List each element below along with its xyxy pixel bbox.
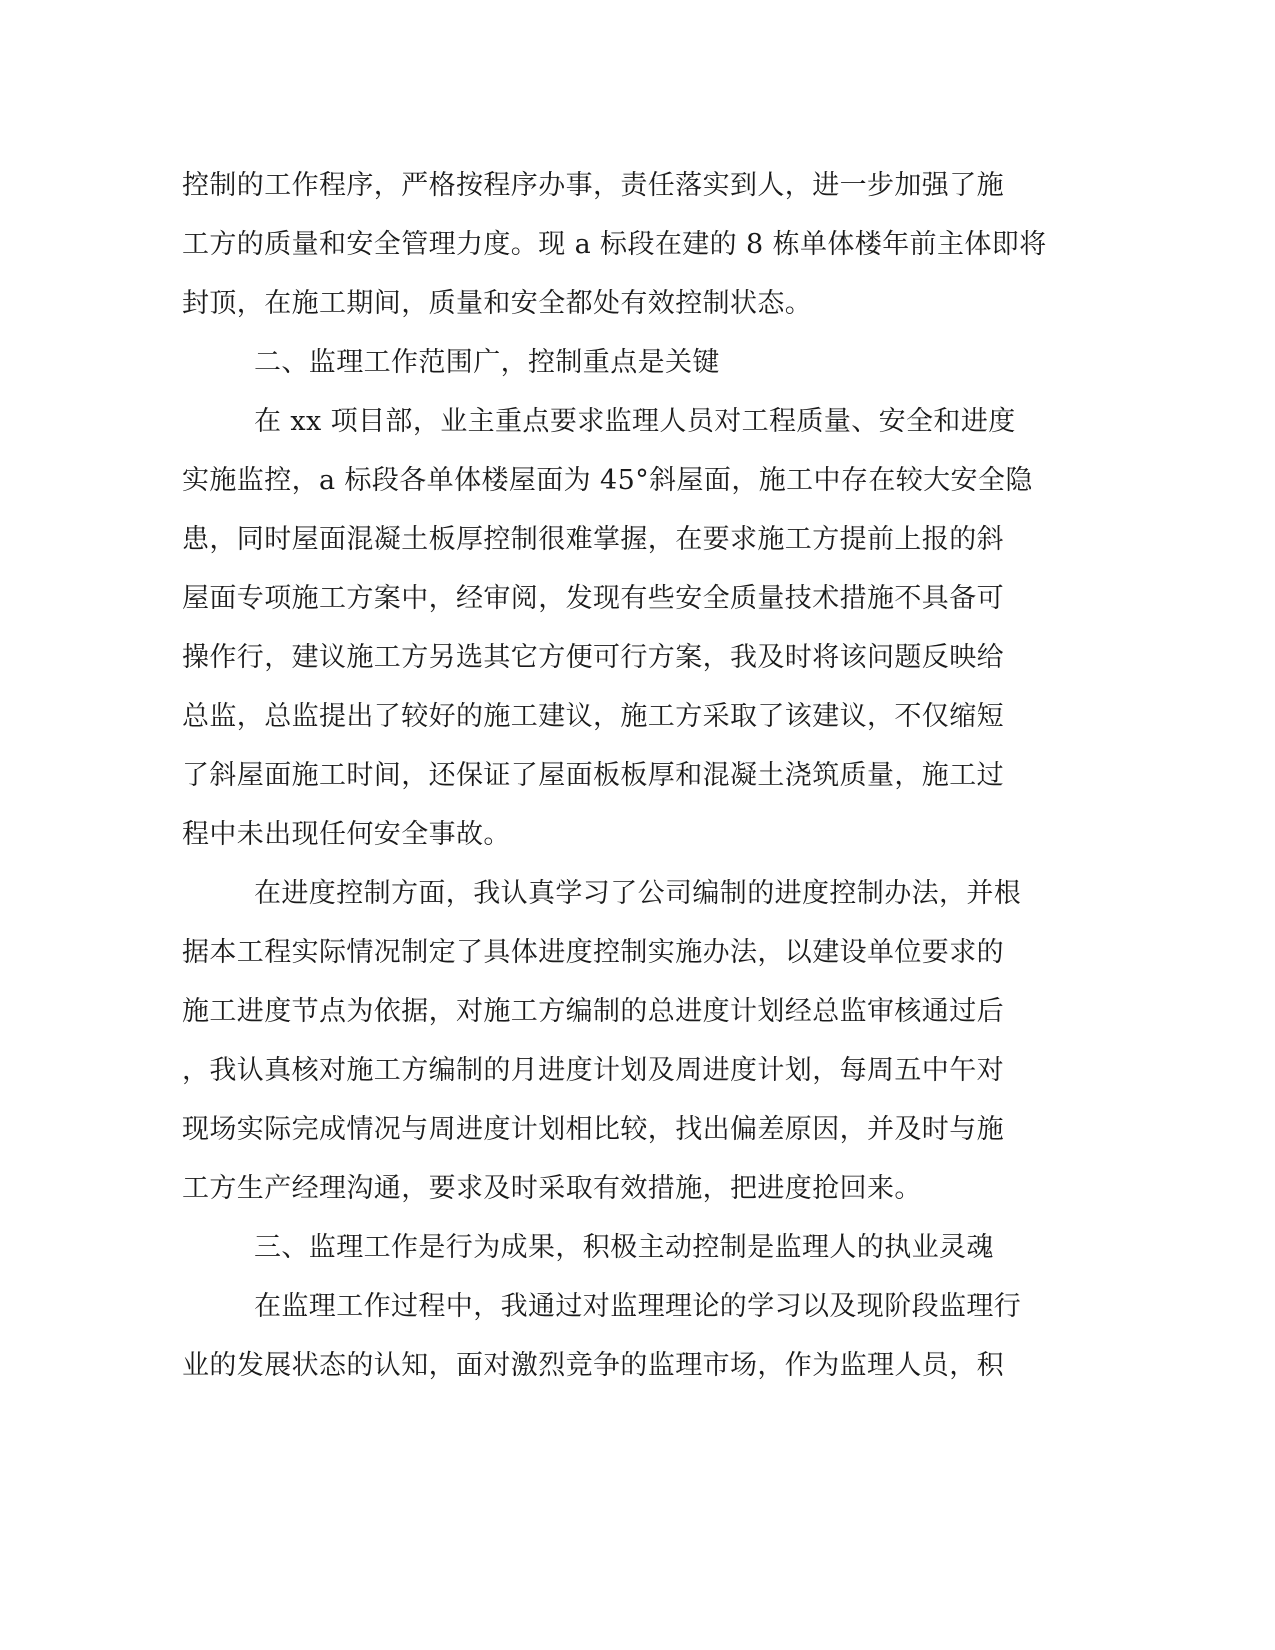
text-line: 操作行，建议施工方另选其它方便可行方案，我及时将该问题反映给 [182,642,1004,673]
text-line: 业的发展状态的认知，面对激烈竞争的监理市场，作为监理人员，积 [182,1350,1004,1381]
text-line: 程中未出现任何安全事故。 [182,819,511,850]
text-line: 实施监控，a 标段各单体楼屋面为 45°斜屋面，施工中存在较大安全隐 [182,465,1033,496]
document-body [182,156,1047,1395]
text-line: 患，同时屋面混凝土板厚控制很难掌握，在要求施工方提前上报的斜 [182,524,1004,555]
text-line: 工方生产经理沟通，要求及时采取有效措施，把进度抢回来。 [182,1173,922,1204]
text-line: 控制的工作程序，严格按程序办事，责任落实到人，进一步加强了施 [182,170,1004,201]
text-line: 在 xx 项目部，业主重点要求监理人员对工程质量、安全和进度 [254,406,1016,437]
text-line: 现场实际完成情况与周进度计划相比较，找出偏差原因，并及时与施 [182,1114,1004,1145]
text-line: 屋面专项施工方案中，经审阅，发现有些安全质量技术措施不具备可 [182,583,1004,614]
text-line: 工方的质量和安全管理力度。现 a 标段在建的 8 栋单体楼年前主体即将 [182,229,1047,260]
text-line: 了斜屋面施工时间，还保证了屋面板板厚和混凝土浇筑质量，施工过 [182,760,1004,791]
text-line: 在进度控制方面，我认真学习了公司编制的进度控制办法，并根 [254,878,1022,909]
text-line: 封顶，在施工期间，质量和安全都处有效控制状态。 [182,288,813,319]
text-line: 在监理工作过程中，我通过对监理理论的学习以及现阶段监理行 [254,1291,1022,1322]
section-heading: 三、监理工作是行为成果，积极主动控制是监理人的执业灵魂 [254,1232,994,1263]
section-heading: 二、监理工作范围广，控制重点是关键 [254,347,720,378]
text-line: 总监，总监提出了较好的施工建议，施工方采取了该建议，不仅缩短 [182,701,1004,732]
text-line: 据本工程实际情况制定了具体进度控制实施办法，以建设单位要求的 [182,937,1004,968]
text-line: ，我认真核对施工方编制的月进度计划及周进度计划，每周五中午对 [182,1055,1004,1086]
text-line: 施工进度节点为依据，对施工方编制的总进度计划经总监审核通过后 [182,996,1004,1027]
